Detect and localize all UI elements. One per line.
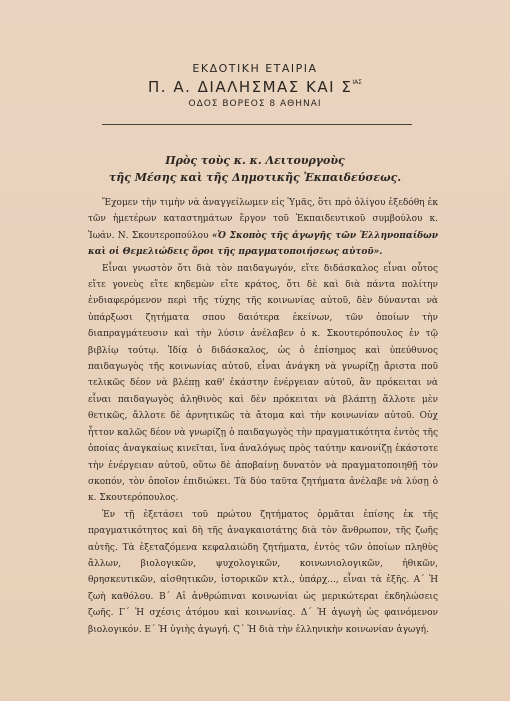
publisher-name — [0, 78, 510, 96]
letterhead — [0, 62, 510, 109]
publisher-label: ΕΚΔΟΤΙΚΗ ΕΤΑΙΡΙΑ — [192, 62, 318, 75]
title-line-2: τῆς Μέσης καὶ τῆς Δημοτικῆς Ἐκπαιδεύσεως. — [108, 171, 402, 184]
title-line-1: Πρὸς τοὺς κ. κ. Λειτουργοὺς — [165, 154, 345, 167]
book-title: «Ὁ Σκοπὸς τῆς ἀγωγῆς τῶν Ἑλληνοπαίδων καὶ οἱ Θεμελιώδεις ὅροι τῆς πραγματοποιήσεως αὐτοῦ». — [88, 230, 438, 258]
letter-body — [88, 195, 438, 638]
paragraph-2: Εἶναι γνωστὸν ὅτι διὰ τὸν παιδαγωγόν, εἴτε διδάσκαλος εἶναι οὗτος εἴτε γονεὺς εἴτε κηδεμὼν εἴτε κράτος, ὅτι δὲ καὶ διὰ πάντα πολίτην ἐνδιαφερόμενον περὶ τῆς τύχης τῆς κοινωνίας αὐτοῦ, δὲν δύνανται νὰ ὑπάρξωσι ζητήματα σπου δαιότερα ἐκείνων, τῶν ὁποίων τὴν διαπραγμάτευσιν καὶ τὴν λύσιν ἀνέλαβεν ὁ κ. Σκουτερόπουλος ἐν τῷ βιβλίῳ τούτῳ. Ἰδίᾳ ὁ διδάσκαλος, ὡς ὁ ἐπίσημος καὶ ὑπεύθυνος παιδαγωγὸς τῆς κοινωνίας αὐτοῦ, εἶναι ἀνάγκη νὰ γνωρίζῃ ἄριστα ποῦ τελικῶς δέον νὰ βλέπῃ καθ' ἑκάστην ἐνέργειαν αὐτοῦ, ἂν πρόκειται νὰ εἶναι παιδαγωγὸς ἀληθινὸς καὶ δὲν πρόκειται νὰ βλάπτῃ ἄλλοτε μὲν θετικῶς, ἄλλοτε δὲ ἀρνητικῶς τὰ ἄτομα καὶ τὴν κοινωνίαν αὐτοῦ. Οὐχ ἧττον καλῶς δέον νὰ γνωρίζῃ ὁ παιδαγωγὸς τὴν πραγματικότητα ἐντὸς τῆς ὁποίας ἀναγκαίως κινεῖται, ἵνα ἀναλόγως πρὸς ταύτην κανονίζῃ ἑκάστοτε τὴν ἐνέργειαν αὐτοῦ, οὕτω δὲ ἀποβαίνῃ δυνατὸν νὰ πραγματοποιηθῇ τὸν σκοπόν, τὸν ὁποῖον ἐπιδιώκει. Τὰ δύο ταῦτα ζητήματα ἀνέλαβε νὰ λύσῃ ὁ κ. Σκουτερόπουλος. — [88, 263, 438, 504]
header-divider — [102, 124, 412, 125]
publisher-name-text: Π. Α. ΔΙΑΛΗΣΜΑΣ ΚΑΙ Σ — [148, 78, 353, 96]
publisher-name-suffix: ΙΑΣ — [352, 79, 362, 86]
paragraph-3: Ἐν τῇ ἐξετάσει τοῦ πρώτου ζητήματος ὁρμᾶται ἐπίσης ἐκ τῆς πραγματικότητος καὶ δὴ τῆς ἀναγκαιοτάτης διὰ τὸν ἄνθρωπον, τῆς ζωῆς αὐτῆς. Τὰ ἐξεταζόμενα κεφαλαιώδη ζητήματα, ἐντὸς τῶν ὁποίων πληθὺς ἄλλων, βιολογικῶν, ψυχολογικῶν, κοινωνιολογικῶν, ἠθικῶν, θρησκευτικῶν, αἰσθητικῶν, ἱστορικῶν κτλ., ὑπάρχ..., εἶναι τὰ ἑξῆς. Α΄ Ἡ ζωὴ καθόλου. Β΄ Αἱ ἀνθρώπιναι κοινωνίαι ὡς μερικώτεραι ἐκδηλώσεις ζωῆς. Γ΄ Ἡ σχέσις ἀτόμου καὶ κοινωνίας. Δ΄ Ἡ ἀγωγὴ ὡς φαινόμενον βιολογικόν. Ε΄ Ἡ ὑγιὴς ἀγωγή. Ϛ΄ Ἡ διὰ τὴν ἑλληνικὴν κοινωνίαν ἀγωγή. — [88, 509, 438, 635]
letter-title — [0, 152, 510, 186]
paragraph-1-text: Ἔχομεν τὴν τιμὴν νὰ ἀναγγείλωμεν εἰς Ὑμᾶς, ὅτι πρὸ ὀλίγου ἐξεδόθη ἐκ τῶν ἡμετέρων καταστημάτων ἔργον τοῦ Ἐκπαιδευτικοῦ συμβούλου κ. Ἰωάν. Ν. Σκουτεροπούλου — [88, 198, 438, 241]
paragraph-1 — [88, 195, 438, 261]
publisher-address: ΟΔΟΣ ΒΟΡΕΟΣ 8 ΑΘΗΝΑΙ — [188, 99, 322, 109]
